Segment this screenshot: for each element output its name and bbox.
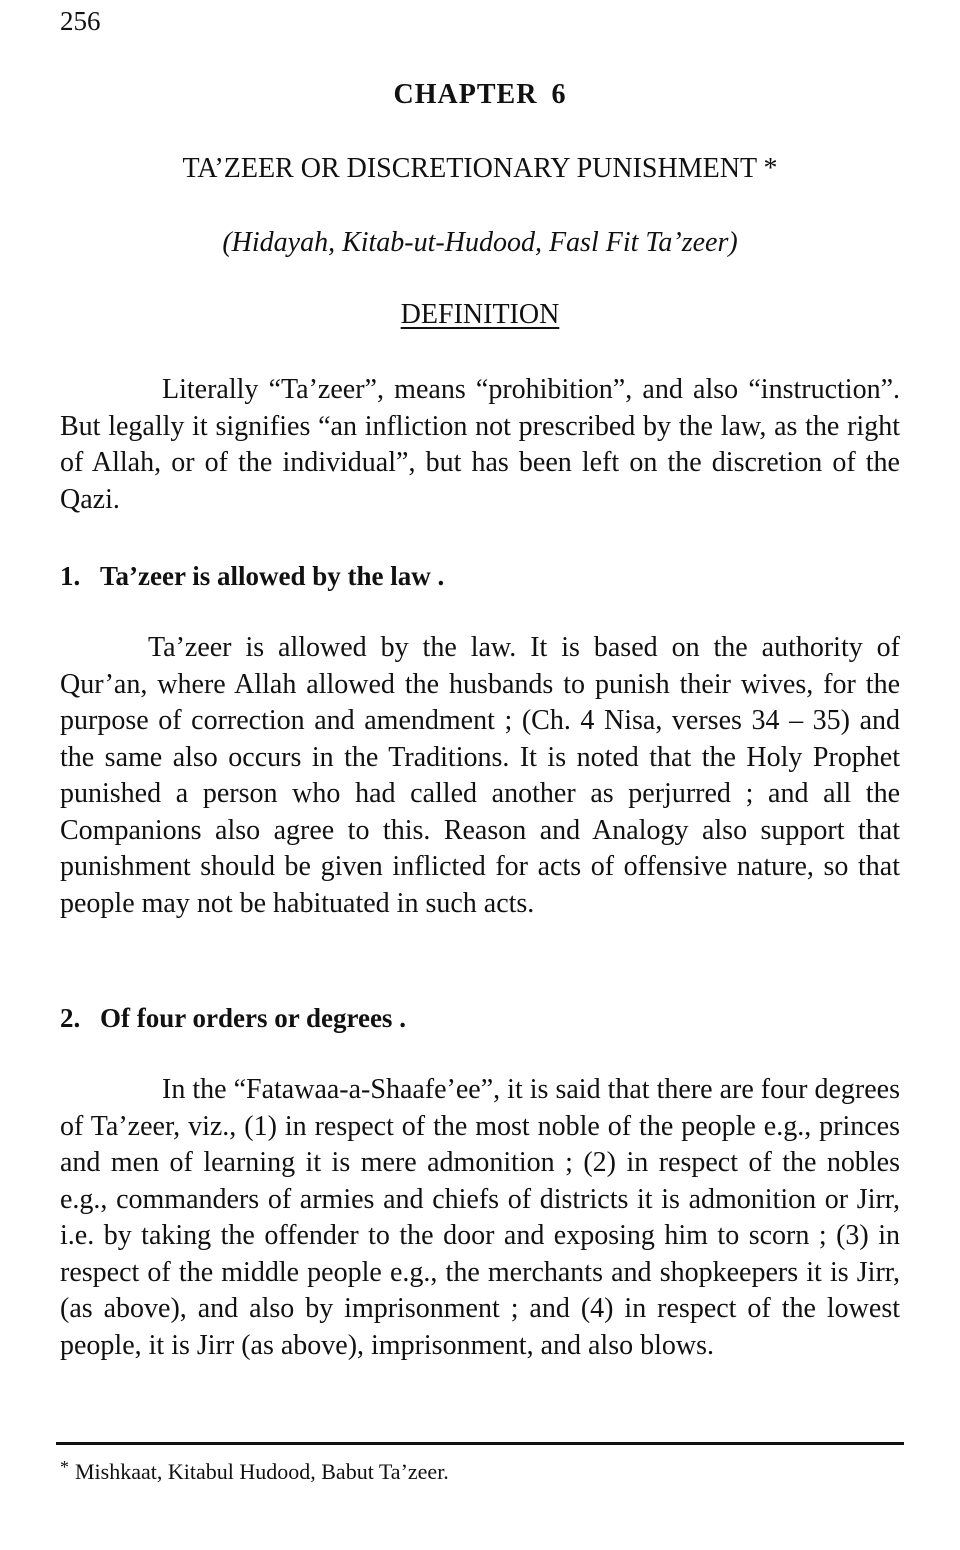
chapter-number: 6 bbox=[551, 79, 567, 110]
section-paragraph-2: In the “Fatawaa-a-Shaafe’ee”, it is said that there are four degrees of Ta’zeer, viz., (1) in respect of the most noble of the people e.g., princes and men of learning it is mere admonition ; (2) in respect of the nobles e.g., commanders of armies and chiefs of districts it is admonition or Jirr, i.e. by taking the offender to the door and exposing him to scorn ; (3) in respect of the middle people e.g., the merchants and shopkeepers it is Jirr, (as above), and also by imprisonment ; and (4) in respect of the lowest people, it is Jirr (as above), imprisonment, and also blows. bbox=[60, 1074, 900, 1361]
section-paragraph-1: Ta’zeer is allowed by the law. It is based on the authority of Qur’an, where Allah allowed the husbands to punish their wives, for the purpose of correction and amendment ; (Ch. 4 Nisa, verses 34 – 35) and the same also occurs in the Traditions. It is noted that the Holy Prophet punished a person who had called another as perjurred ; and all the Companions also agree to this. Reason and Analogy also support that punishment should be given inflicted for acts of offensive nature, so that people may not be habituated in such acts. bbox=[60, 632, 900, 919]
chapter-source: (Hidayah, Kitab-ut-Hudood, Fasl Fit Ta’zeer) bbox=[222, 227, 738, 258]
chapter-heading bbox=[0, 78, 960, 112]
footnote bbox=[60, 1452, 449, 1487]
footnote-text: Mishkaat, Kitabul Hudood, Babut Ta’zeer. bbox=[75, 1459, 449, 1484]
chapter-title: TA’ZEER OR DISCRETIONARY PUNISHMENT * bbox=[182, 153, 778, 184]
page-number: 256 bbox=[60, 6, 101, 36]
definition-heading bbox=[0, 298, 960, 332]
section-title-1: Ta’zeer is allowed by the law . bbox=[100, 561, 445, 591]
definition-paragraph: Literally “Ta’zeer”, means “prohibition”, and also “instruction”. But legally it signifies “an infliction not prescribed by the law, as the right of Allah, or of the individual”, but has been left on the discretion of the Qazi. bbox=[60, 374, 900, 515]
chapter-label: CHAPTER bbox=[393, 79, 538, 110]
section-heading-1 bbox=[60, 559, 900, 593]
section-number-2: 2. bbox=[60, 1003, 81, 1033]
section-title-2: Of four orders or degrees . bbox=[100, 1003, 406, 1033]
definition-heading-text: DEFINITION bbox=[400, 299, 560, 330]
section-number-1: 1. bbox=[60, 561, 81, 591]
footnote-mark: * bbox=[60, 1457, 69, 1477]
section-heading-2 bbox=[60, 1001, 900, 1035]
footnote-divider bbox=[56, 1442, 904, 1445]
